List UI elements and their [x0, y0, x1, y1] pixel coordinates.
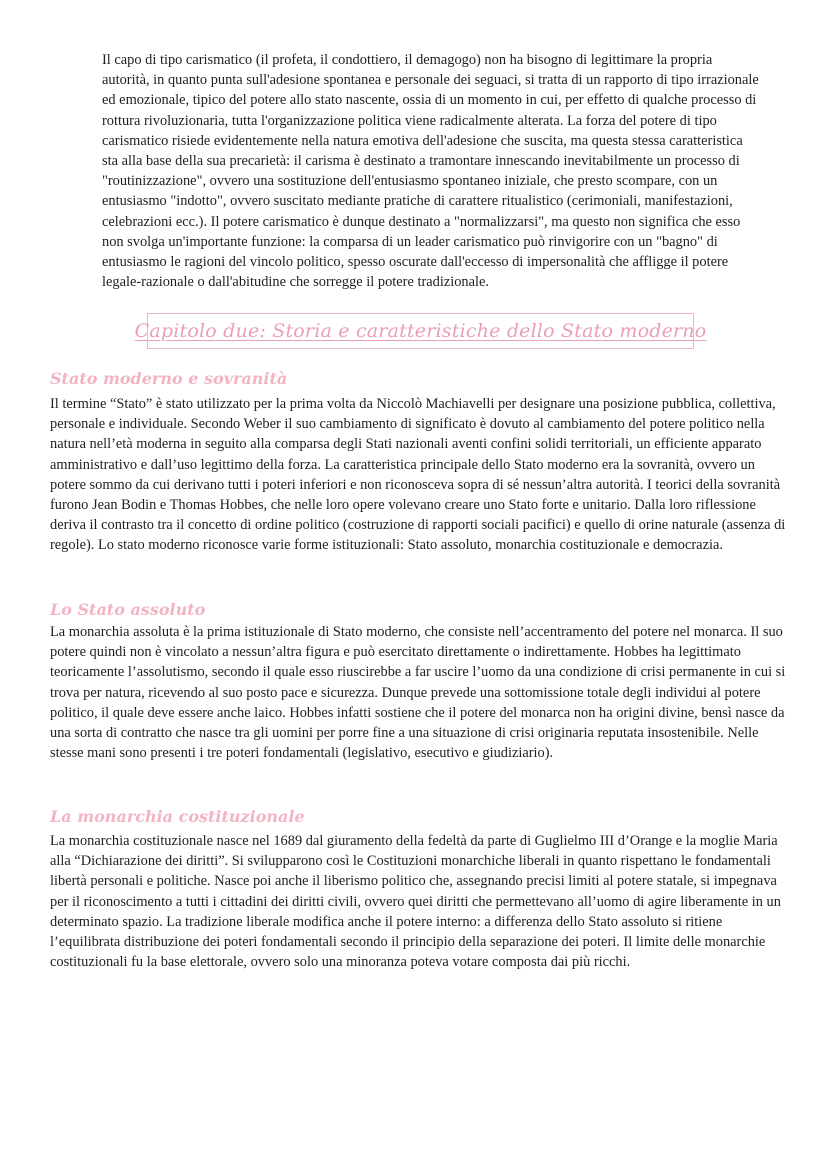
section-heading-monarchia-costituzionale: La monarchia costituzionale — [50, 807, 305, 826]
section-heading-sovranita: Stato moderno e sovranità — [50, 369, 288, 388]
section-paragraph-sovranita: Il termine “Stato” è stato utilizzato per la prima volta da Niccolò Machiavelli per designare una posizione pubblica, collettiva, personale e individuale. Secondo Weber il suo cambiamento di significato è dovuto al cambiamento del potere politico nella natura nell’età moderna in seguito alla comparsa degli Stati nazionali aventi confini solidi territoriali, un efficiente apparato amministrativo e dall’uso legittimo della forza. La caratteristica principale dello Stato moderno era la sovranità, ovvero un potere sommo da cui derivano tutti i poteri inferiori e non riconosceva sopra di sé nessun’altra autorità. I teorici della sovranità furono Jean Bodin e Thomas Hobbes, che nelle loro opere volevano creare uno Stato forte e unitario. Dalla loro riflessione deriva il contrasto tra il concetto di ordine politico (costruzione di rapporti sociali pacifici) e quello di orine naturale (assenza di regole). Lo stato moderno riconosce varie forme istituzionali: Stato assoluto, monarchia costituzionale e democrazia. — [50, 396, 786, 554]
section-paragraph-monarchia-costituzionale: La monarchia costituzionale nasce nel 1689 dal giuramento della fedeltà da parte di Guglielmo III d’Orange e la moglie Maria alla “Dichiarazione dei diritti”. Si svilupparono così le Costituzioni monarchiche liberali in quanto rispettano le fondamentali libertà personali e politiche. Nasce poi anche il liberismo politico che, assegnando precisi limiti al potere statale, si impegnava per il riconoscimento a tutti i cittadini dei diritti civili, ovvero quei diritti che permettevano all’uomo di agire liberamente in un determinato spazio. La tradizione liberale modifica anche il potere interno: a differenza dello Stato assoluto si ritiene l’equilibrata distribuzione dei poteri fondamentali secondo il principio della separazione dei poteri. Il limite delle monarchie costituzionali fu la base elettorale, ovvero solo una minoranza poteva votare composta dai più ricchi. — [50, 833, 781, 971]
section-heading-stato-assoluto: Lo Stato assoluto — [50, 600, 206, 619]
section-paragraph-stato-assoluto: La monarchia assoluta è la prima istituzionale di Stato moderno, che consiste nell’accentramento del potere nel monarca. Il suo potere quindi non è vincolato a nessun’altra figura e può esercitato direttamente o indirettamente. Hobbes ha legittimato teoricamente l’assolutismo, secondo il quale esso riuscirebbe a far uscire l’uomo da una condizione di crisi permanente in cui si trova per natura, ricevendo al suo posto pace e sicurezza. Dunque prevede una sottomissione totale degli individui al potere politico, il quale deve essere anche laico. Hobbes infatti sostiene che il potere del monarca non ha origini divine, bensì nasce da una sorta di contratto che nasce tra gli uomini per porre fine a una situazione di crisi originaria reputata insostenibile. Nelle stesse mani sono presenti i tre poteri fondamentali (legislativo, esecutivo e giudiziario). — [50, 624, 786, 762]
intro-paragraph: Il capo di tipo carismatico (il profeta, il condottiero, il demagogo) non ha bisogno di legittimare la propria autorità, in quanto punta sull'adesione spontanea e personale dei seguaci, si tratta di un rapporto di tipo irrazionale ed emozionale, tipico del potere allo stato nascente, ossia di un momento in cui, per effetto di qualche processo di rottura rivoluzionaria, tutta l'organizzazione politica viene radicalmente alterata. La forza del potere di tipo carismatico risiede evidentemente nella natura emotiva dell'adesione che suscita, ma questa stessa caratteristica sta alla base della sua precarietà: il carisma è destinato a tramontare innescando inevitabilmente un processo di "routinizzazione", ovvero una sostituzione dell'entusiasmo spontaneo iniziale, che presto scompare, con un entusiasmo "indotto", ovvero suscitato mediante pratiche di carattere ritualistico (cerimoniali, manifestazioni, celebrazioni ecc.). Il potere carismatico è dunque destinato a "normalizzarsi", ma questo non significa che esso non svolga un'importante funzione: la comparsa di un leader carismatico può rinvigorire con un "bagno" di entusiasmo le ragioni del vincolo politico, spesso oscurate dall'eccesso di impersonalità che affligge il potere legale-razionale o dall'abitudine che sorregge il potere tradizionale. — [102, 52, 759, 291]
chapter-title-box — [134, 313, 707, 349]
chapter-title: Capitolo due: Storia e caratteristiche dello Stato moderno — [134, 320, 707, 342]
